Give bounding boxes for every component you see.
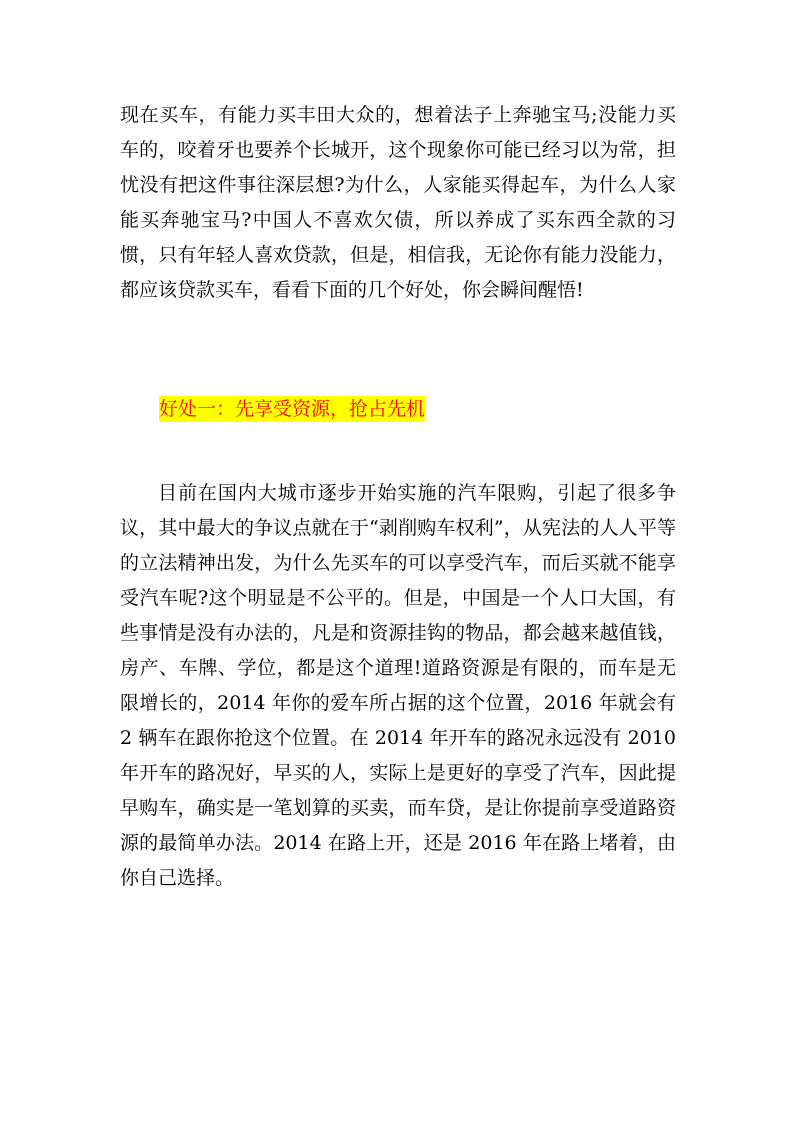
intro-paragraph: 现在买车，有能力买丰田大众的，想着法子上奔驰宝马;没能力买车的，咬着牙也要养个长城开，这个现象你可能已经习以为常，担忧没有把这件事往深层想?为什么，人家能买得起车，为什么人家能买奔驰宝马?中国人不喜欢欠债，所以养成了买东西全款的习惯，只有年轻人喜欢贷款，但是，相信我，无论你有能力没能力，都应该贷款买车，看看下面的几个好处，你会瞬间醒悟!	[120, 104, 676, 301]
section-heading-text: 好处一：先享受资源，抢占先机	[159, 398, 426, 420]
section-heading	[159, 392, 425, 427]
body-paragraph: 目前在国内大城市逐步开始实施的汽车限购，引起了很多争议，其中最大的争议点就在于“剥削购车权利”，从宪法的人人平等的立法精神出发，为什么先买车的可以享受汽车，而后买就不能享受汽车呢?这个明显是不公平的。但是，中国是一个人口大国，有些事情是没有办法的，凡是和资源挂钩的物品，都会越来越值钱，房产、车牌、学位，都是这个道理!道路资源是有限的，而车是无限增长的，2014 年你的爱车所占据的这个位置，2016 年就会有 2 辆车在跟你抢这个位置。在 2014 年开车的路况永远没有 2010 年开车的路况好，早买的人，实际上是更好的享受了汽车，因此提早购车，确实是一笔划算的买卖，而车贷，是让你提前享受道路资源的最简单办法。2014 在路上开，还是 2016 年在路上堵着，由你自己选择。	[120, 482, 676, 889]
